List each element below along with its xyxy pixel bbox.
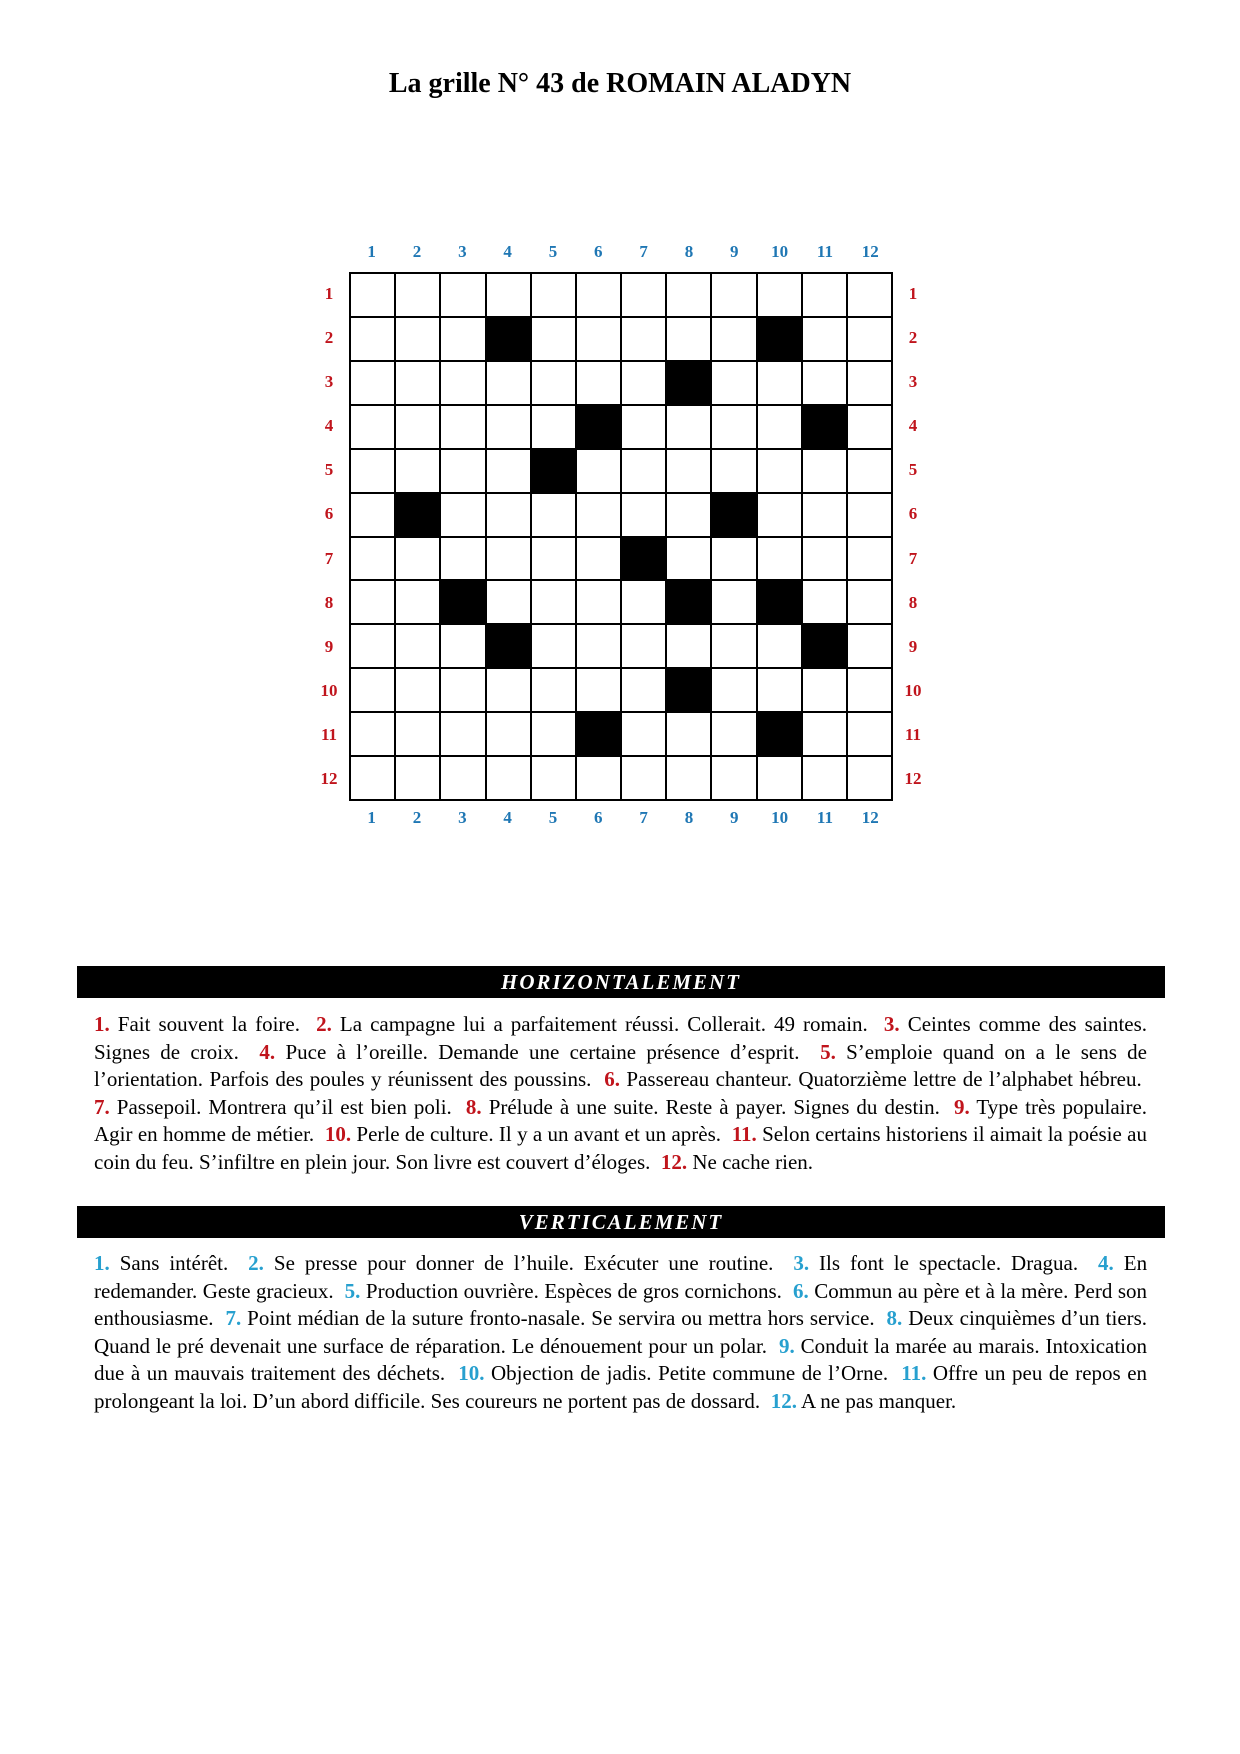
clue-number: 11. (901, 1361, 927, 1385)
grid-cell[interactable] (441, 406, 486, 450)
grid-cell[interactable] (622, 669, 667, 713)
grid-cell[interactable] (758, 669, 803, 713)
column-number: 2 (412, 808, 422, 827)
clue-number: 2. (248, 1251, 264, 1275)
column-number: 3 (458, 808, 467, 827)
clue-number: 6. (792, 1278, 809, 1303)
row-number: 11 (320, 724, 338, 744)
grid-cell[interactable] (351, 362, 396, 406)
grid-cell[interactable] (577, 494, 622, 538)
grid-cell-black (667, 362, 712, 406)
row-number: 9 (908, 636, 918, 656)
grid-cell[interactable] (577, 625, 622, 669)
grid-cell[interactable] (667, 757, 712, 801)
grid-cell[interactable] (803, 318, 848, 362)
grid-cell[interactable] (441, 274, 486, 318)
grid-cell[interactable] (712, 318, 757, 362)
grid-cell[interactable] (487, 669, 532, 713)
clue-number: 3. (883, 1012, 900, 1036)
grid-cell[interactable] (351, 450, 396, 494)
grid-cell[interactable] (667, 274, 712, 318)
grid-cell-black (758, 713, 803, 757)
row-number: 11 (904, 724, 922, 744)
grid-cell[interactable] (758, 362, 803, 406)
grid-cell[interactable] (848, 581, 893, 625)
grid-cell[interactable] (667, 450, 712, 494)
grid-cell[interactable] (758, 538, 803, 582)
grid-cell[interactable] (441, 538, 486, 582)
clue-number: 10. (458, 1361, 485, 1385)
grid-cell[interactable] (803, 362, 848, 406)
row-number: 3 (908, 372, 918, 392)
grid-cell-black (577, 406, 622, 450)
grid-cell-black (532, 450, 577, 494)
grid-cell-black (487, 625, 532, 669)
clue-text: En redemander. Geste gracieux. (94, 1251, 1148, 1303)
clue-text: Ils font le spectacle. Dragua. (819, 1251, 1079, 1275)
grid-cell[interactable] (487, 274, 532, 318)
grid-cell[interactable] (532, 757, 577, 801)
grid-cell[interactable] (487, 538, 532, 582)
clue-number: 12. (660, 1149, 688, 1174)
column-number: 5 (548, 808, 558, 827)
grid-cell[interactable] (487, 494, 532, 538)
grid-cell[interactable] (351, 318, 396, 362)
clue-text: Prélude à une suite. Reste à payer. Signes du destin. (488, 1094, 940, 1119)
clue-text: Sans intérêt. (119, 1251, 229, 1275)
grid-cell-black (803, 406, 848, 450)
column-number: 11 (816, 808, 833, 827)
grid-cell[interactable] (441, 669, 486, 713)
grid-cell[interactable] (758, 406, 803, 450)
grid-cell[interactable] (712, 713, 757, 757)
column-number: 12 (861, 242, 879, 261)
grid-cell[interactable] (577, 318, 622, 362)
crossword-grid (349, 272, 893, 801)
grid-cell[interactable] (532, 625, 577, 669)
row-number: 12 (904, 768, 922, 788)
page-title: La grille N° 43 de ROMAIN ALADYN (388, 68, 852, 99)
grid-cell[interactable] (758, 274, 803, 318)
grid-cell[interactable] (396, 274, 441, 318)
column-number: 10 (771, 242, 789, 261)
clue-number: 7. (225, 1306, 242, 1330)
grid-cell[interactable] (848, 406, 893, 450)
row-number: 8 (324, 592, 334, 612)
grid-cell[interactable] (622, 450, 667, 494)
column-number: 7 (639, 808, 648, 827)
grid-cell-black (396, 494, 441, 538)
grid-cell[interactable] (622, 757, 667, 801)
grid-cell[interactable] (351, 713, 396, 757)
grid-cell[interactable] (396, 713, 441, 757)
row-number: 2 (908, 328, 918, 348)
grid-cell[interactable] (667, 713, 712, 757)
clue-text: A ne pas manquer. (801, 1388, 957, 1413)
clue-number: 4. (259, 1039, 276, 1064)
clue-text: Fait souvent la foire. (117, 1012, 300, 1036)
column-number: 1 (367, 808, 376, 827)
column-number: 1 (367, 242, 376, 261)
row-number: 10 (320, 680, 338, 700)
grid-cell[interactable] (577, 450, 622, 494)
column-number: 10 (771, 808, 789, 827)
column-number: 3 (458, 242, 467, 261)
grid-cell[interactable] (396, 669, 441, 713)
clue-number: 8. (886, 1306, 903, 1330)
grid-cell[interactable] (396, 625, 441, 669)
clue-text: Passereau chanteur. Quatorzième lettre de l’alphabet hébreu. (626, 1067, 1142, 1091)
grid-cell[interactable] (848, 625, 893, 669)
clue-text: Ceintes comme des saintes. Signes de croix. (94, 1012, 1148, 1064)
grid-cell[interactable] (532, 494, 577, 538)
grid-cell[interactable] (441, 362, 486, 406)
grid-cell-black (441, 581, 486, 625)
grid-cell[interactable] (848, 450, 893, 494)
row-number: 4 (908, 416, 918, 436)
column-number: 4 (503, 242, 512, 261)
grid-cell[interactable] (441, 713, 486, 757)
grid-cell[interactable] (577, 538, 622, 582)
grid-cell[interactable] (803, 581, 848, 625)
grid-cell[interactable] (667, 494, 712, 538)
row-numbers-right (893, 272, 933, 801)
grid-cell[interactable] (848, 318, 893, 362)
grid-cell[interactable] (803, 669, 848, 713)
clue-number: 5. (344, 1278, 361, 1303)
grid-cell[interactable] (487, 713, 532, 757)
grid-cell[interactable] (712, 669, 757, 713)
grid-cell[interactable] (803, 274, 848, 318)
clue-text: Selon certains historiens il aimait la poésie au coin du feu. S’infiltre en plein jour. Son livre est couvert d’éloges. (94, 1122, 1147, 1174)
grid-cell[interactable] (803, 450, 848, 494)
clue-text: Conduit la marée au marais. Intoxication due à un mauvais traitement des déchets. (94, 1333, 1148, 1385)
clue-text: Objection de jadis. Petite commune de l’Orne. (490, 1361, 889, 1385)
column-number: 11 (816, 242, 833, 261)
grid-cell[interactable] (848, 538, 893, 582)
grid-cell[interactable] (622, 274, 667, 318)
clue-text: Point médian de la suture fronto-nasale. Se servira ou mettra hors service. (247, 1306, 875, 1330)
clue-number: 4. (1098, 1251, 1114, 1275)
grid-cell[interactable] (532, 406, 577, 450)
clue-number: 1. (94, 1012, 110, 1036)
grid-cell[interactable] (622, 625, 667, 669)
clue-text: Se presse pour donner de l’huile. Exécuter une routine. (273, 1251, 774, 1275)
grid-cell[interactable] (487, 581, 532, 625)
grid-cell[interactable] (848, 494, 893, 538)
grid-cell[interactable] (487, 757, 532, 801)
grid-cell-black (803, 625, 848, 669)
clue-number: 11. (731, 1122, 757, 1146)
grid-cell[interactable] (577, 274, 622, 318)
grid-cell[interactable] (758, 625, 803, 669)
grid-cell[interactable] (577, 581, 622, 625)
vertical-header: VERTICALEMENT (77, 1206, 1165, 1238)
grid-cell[interactable] (622, 318, 667, 362)
grid-cell-black (712, 494, 757, 538)
grid-cell[interactable] (396, 362, 441, 406)
grid-cell[interactable] (577, 669, 622, 713)
grid-cell[interactable] (667, 625, 712, 669)
grid-cell[interactable] (712, 538, 757, 582)
grid-cell[interactable] (351, 757, 396, 801)
grid-cell[interactable] (712, 581, 757, 625)
grid-cell[interactable] (532, 669, 577, 713)
grid-cell-black (577, 713, 622, 757)
column-number: 4 (503, 808, 512, 827)
grid-cell-black (622, 538, 667, 582)
clue-number: 12. (770, 1388, 797, 1413)
grid-cell[interactable] (396, 406, 441, 450)
grid-cell[interactable] (848, 669, 893, 713)
grid-cell[interactable] (396, 757, 441, 801)
clue-text: Passepoil. Montrera qu’il est bien poli. (116, 1094, 452, 1119)
row-number: 8 (908, 592, 918, 612)
grid-cell[interactable] (351, 538, 396, 582)
column-number: 5 (548, 242, 558, 261)
clue-number: 10. (324, 1122, 352, 1146)
clue-text: Puce à l’oreille. Demande une certaine présence d’esprit. (285, 1039, 800, 1064)
clue-text: Perle de culture. Il y a un avant et un après. (356, 1122, 722, 1146)
row-number: 1 (908, 284, 918, 304)
grid-cell[interactable] (396, 581, 441, 625)
grid-cell[interactable] (622, 362, 667, 406)
clue-number: 9. (953, 1094, 970, 1119)
grid-cell[interactable] (712, 450, 757, 494)
clue-text: Ne cache rien. (692, 1149, 814, 1174)
grid-cell[interactable] (712, 406, 757, 450)
clue-number: 5. (820, 1039, 836, 1064)
grid-cell[interactable] (396, 538, 441, 582)
grid-cell[interactable] (441, 494, 486, 538)
row-number: 2 (324, 328, 334, 348)
horizontal-clues (94, 1011, 1147, 1176)
grid-cell[interactable] (532, 713, 577, 757)
column-number: 9 (730, 242, 739, 261)
grid-cell[interactable] (351, 494, 396, 538)
grid-cell[interactable] (622, 406, 667, 450)
grid-cell-black (758, 318, 803, 362)
grid-cell[interactable] (758, 450, 803, 494)
column-number: 8 (684, 242, 694, 261)
grid-cell[interactable] (712, 274, 757, 318)
clue-number: 3. (793, 1251, 810, 1275)
clue-number: 6. (604, 1067, 620, 1091)
grid-cell[interactable] (712, 757, 757, 801)
grid-cell[interactable] (532, 362, 577, 406)
row-number: 5 (908, 460, 918, 480)
clue-text: Offre un peu de repos en prolongeant la loi. D’un abord difficile. Ses coureurs ne portent pas de dossard. (94, 1361, 1148, 1413)
clue-number: 9. (778, 1333, 795, 1358)
grid-cell[interactable] (351, 406, 396, 450)
clue-text: La campagne lui a parfaitement réussi. Collerait. 49 romain. (339, 1012, 868, 1036)
grid-cell[interactable] (622, 494, 667, 538)
grid-cell[interactable] (577, 757, 622, 801)
grid-cell[interactable] (532, 318, 577, 362)
clue-text: Type très populaire. Agir en homme de métier. (94, 1094, 1148, 1146)
grid-cell-black (667, 669, 712, 713)
clue-number: 7. (94, 1094, 110, 1119)
horizontal-header: HORIZONTALEMENT (77, 966, 1165, 998)
grid-cell[interactable] (758, 494, 803, 538)
column-number: 7 (639, 242, 648, 261)
grid-cell[interactable] (532, 581, 577, 625)
clue-number: 8. (465, 1094, 482, 1119)
grid-cell[interactable] (351, 625, 396, 669)
vertical-clues (94, 1250, 1147, 1415)
column-number: 6 (594, 808, 603, 827)
grid-cell[interactable] (667, 406, 712, 450)
grid-cell[interactable] (622, 713, 667, 757)
grid-cell[interactable] (803, 494, 848, 538)
grid-cell[interactable] (441, 757, 486, 801)
row-number: 1 (324, 284, 334, 304)
grid-cell[interactable] (622, 581, 667, 625)
clue-text: Commun au père et à la mère. Perd son enthousiasme. (94, 1278, 1148, 1330)
row-number: 6 (908, 504, 918, 524)
clue-number: 1. (94, 1251, 110, 1275)
row-number: 9 (324, 636, 334, 656)
grid-cell[interactable] (848, 757, 893, 801)
grid-cell[interactable] (351, 581, 396, 625)
grid-cell[interactable] (667, 318, 712, 362)
grid-cell[interactable] (712, 625, 757, 669)
grid-cell[interactable] (577, 362, 622, 406)
grid-cell[interactable] (803, 757, 848, 801)
grid-cell[interactable] (848, 274, 893, 318)
grid-cell[interactable] (848, 713, 893, 757)
grid-cell[interactable] (532, 274, 577, 318)
grid-cell[interactable] (487, 406, 532, 450)
grid-cell[interactable] (667, 538, 712, 582)
clue-text: S’emploie quand on a le sens de l’orientation. Parfois des poules y réunissent des poussins. (94, 1039, 1148, 1091)
grid-cell[interactable] (487, 362, 532, 406)
grid-cell[interactable] (803, 538, 848, 582)
row-number: 7 (324, 548, 334, 568)
grid-cell[interactable] (712, 362, 757, 406)
column-number: 9 (730, 808, 739, 827)
column-number: 8 (684, 808, 694, 827)
column-numbers-bottom (349, 808, 893, 828)
row-numbers-left (309, 272, 349, 801)
clue-number: 2. (316, 1012, 332, 1036)
row-number: 5 (324, 460, 334, 480)
row-number: 3 (324, 372, 334, 392)
grid-cell[interactable] (441, 625, 486, 669)
clue-text: Deux cinquièmes d’un tiers. Quand le pré devenait une surface de réparation. Le dénouement pour un polar. (94, 1306, 1148, 1358)
grid-cell[interactable] (487, 450, 532, 494)
column-number: 12 (861, 808, 879, 827)
row-number: 6 (324, 504, 334, 524)
grid-cell[interactable] (351, 669, 396, 713)
grid-cell[interactable] (396, 318, 441, 362)
grid-cell[interactable] (351, 274, 396, 318)
grid-cell-black (487, 318, 532, 362)
grid-cell[interactable] (441, 450, 486, 494)
clue-text: Production ouvrière. Espèces de gros cornichons. (365, 1278, 782, 1303)
grid-cell[interactable] (758, 757, 803, 801)
grid-cell[interactable] (848, 362, 893, 406)
grid-cell[interactable] (803, 713, 848, 757)
crossword-grid-wrapper (349, 272, 893, 801)
grid-cell-black (667, 581, 712, 625)
row-number: 10 (904, 680, 922, 700)
grid-cell[interactable] (441, 318, 486, 362)
row-number: 12 (320, 768, 338, 788)
row-number: 7 (908, 548, 918, 568)
grid-cell[interactable] (396, 450, 441, 494)
column-number: 2 (412, 242, 422, 261)
grid-cell[interactable] (532, 538, 577, 582)
column-number: 6 (594, 242, 603, 261)
column-numbers-top (349, 242, 893, 262)
grid-cell-black (758, 581, 803, 625)
row-number: 4 (324, 416, 334, 436)
